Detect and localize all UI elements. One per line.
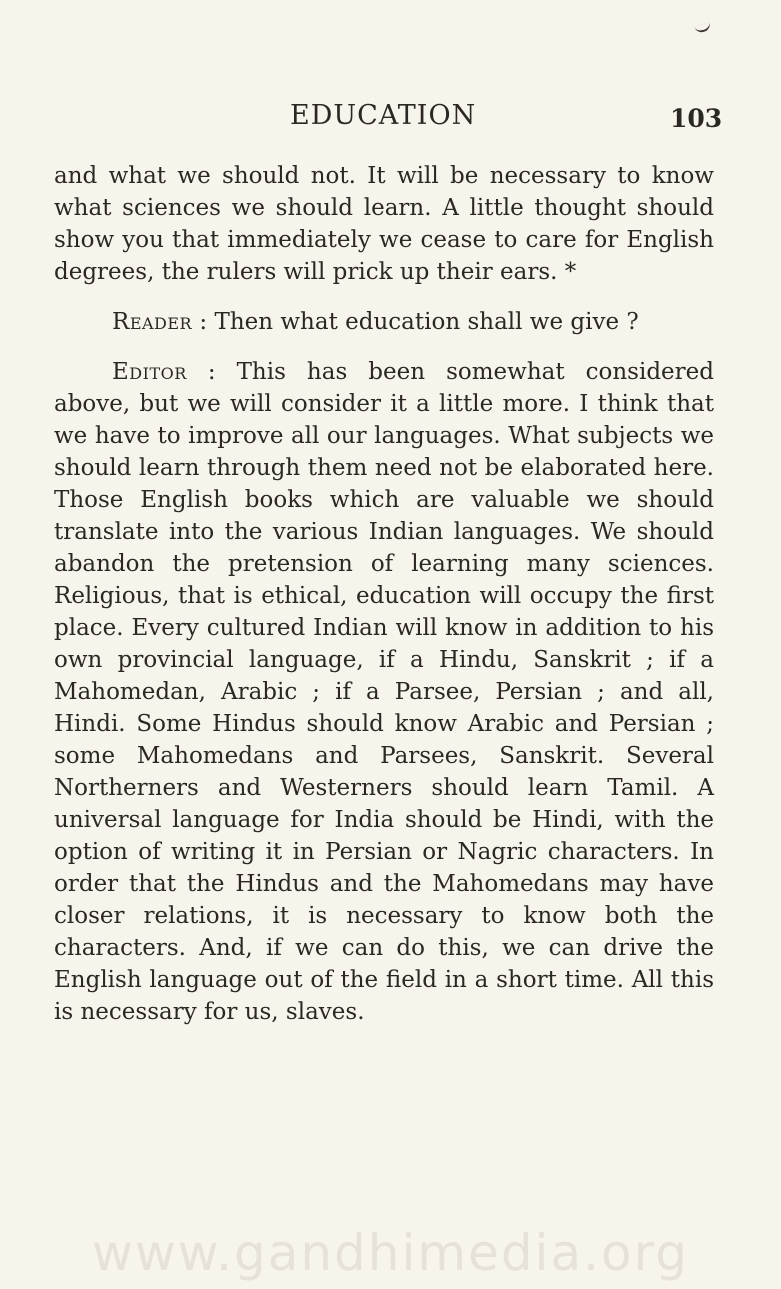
body-text xyxy=(54,160,714,1028)
chapter-title: EDUCATION xyxy=(290,100,477,131)
watermark: www.gandhimedia.org xyxy=(91,1224,689,1282)
speaker-label: Reader xyxy=(112,309,193,335)
running-header xyxy=(0,100,781,136)
paragraph-text: : This has been somewhat considered above, but we will consider it a little more. I think that we have to improve all our languages. What subjects we should learn through them need not be elaborated here. Those English books which are valuable we should translate into the various Indian languages. We should abandon the pretension of learning many sciences. Religious, that is ethical, education will occupy the first place. Every cultured Indian will know in addition to his own provincial language, if a Hindu, Sanskrit ; if a Mahomedan, Arabic ; if a Parsee, Persian ; and all, Hindi. Some Hindus should know Arabic and Persian ; some Mahomedans and Parsees, Sanskrit. Several Northerners and Westerners should learn Tamil. A universal language for India should be Hindi, with the option of writing it in Persian or Nagric characters. In order that the Hindus and the Mahomedans may have closer relations, it is necessary to know both the characters. And, if we can do this, we can drive the English language out of the field in a short time. All this is necessary for us, slaves. xyxy=(54,359,714,1025)
paragraph-text: and what we should not. It will be necessary to know what sciences we should learn. A little thought should show you that immediately we cease to care for English degrees, the rulers will prick up their ears. * xyxy=(54,163,714,285)
paragraph-reader xyxy=(54,306,714,338)
speaker-label: Editor xyxy=(112,359,187,385)
paragraph-text: : Then what education shall we give ? xyxy=(199,309,639,335)
paragraph-continuation xyxy=(54,160,714,288)
paragraph-editor xyxy=(54,356,714,1028)
ink-mark xyxy=(694,22,712,35)
page-number: 103 xyxy=(670,104,723,133)
